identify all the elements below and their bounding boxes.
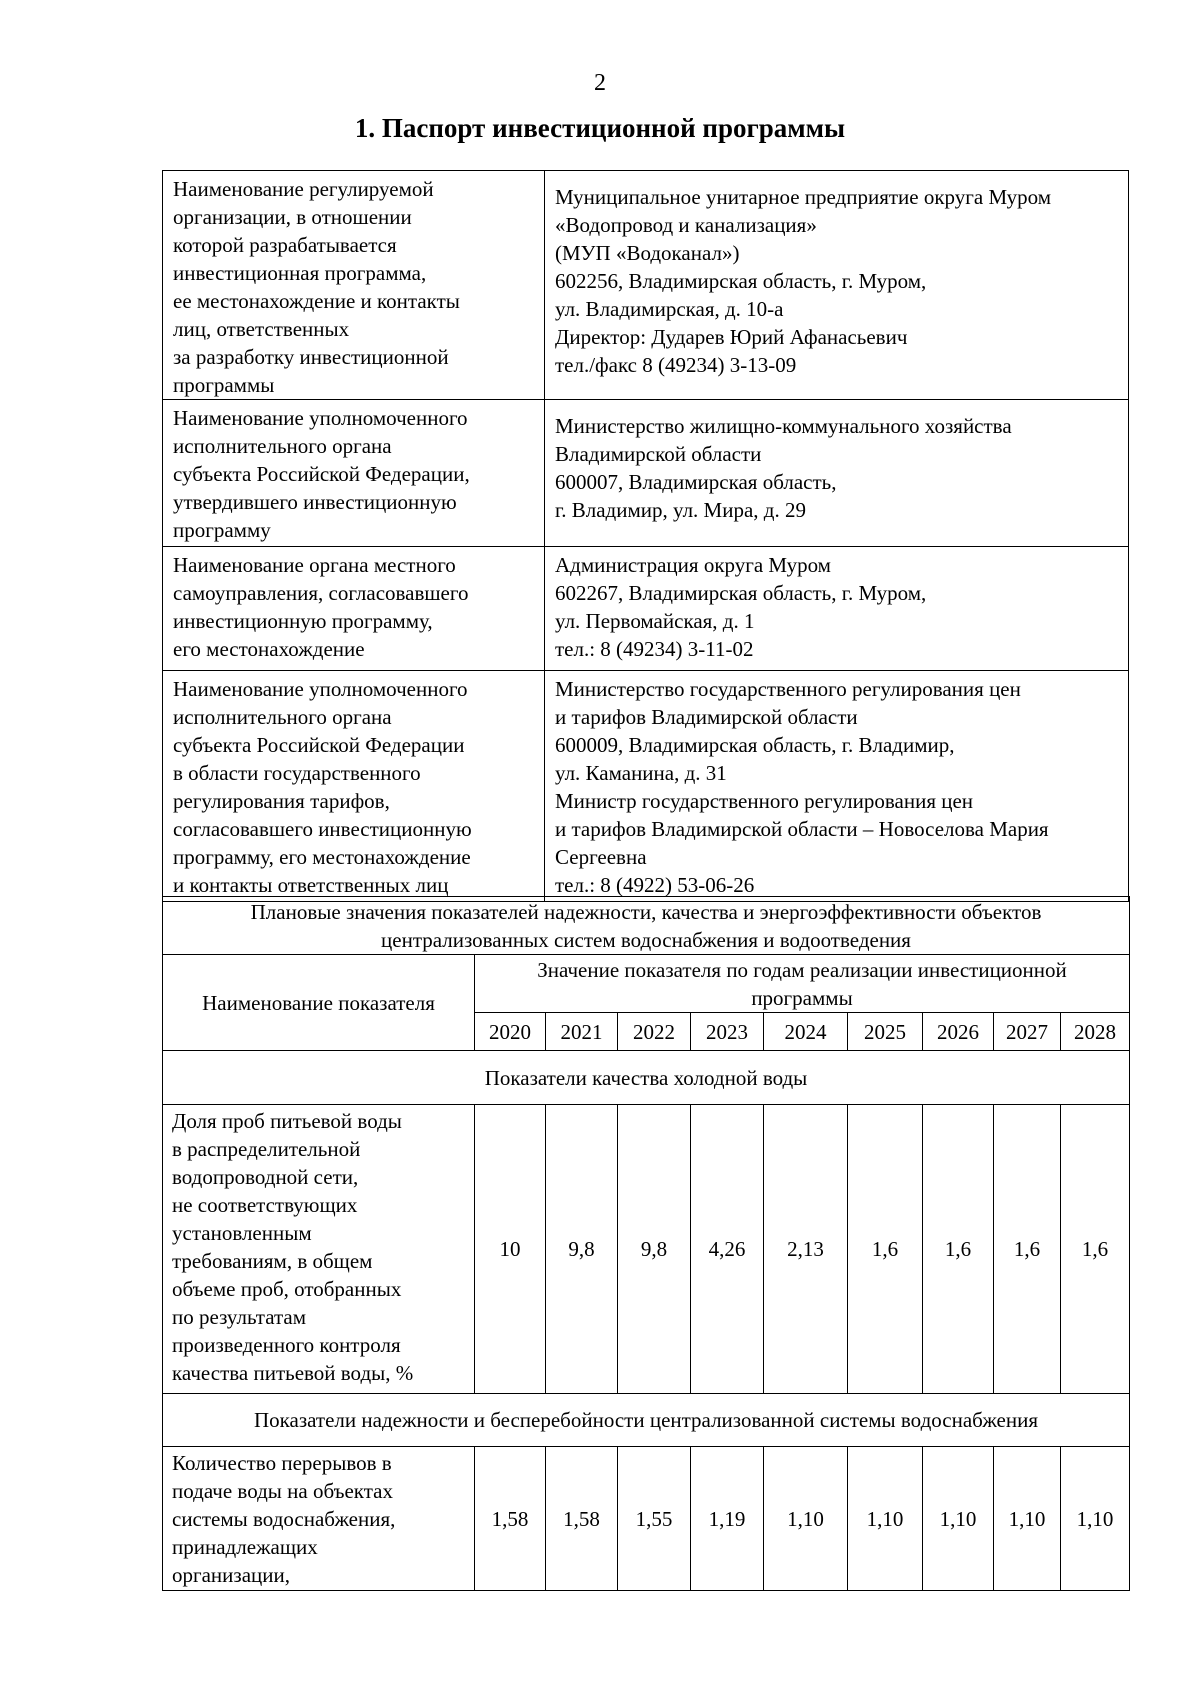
text-line: Директор: Дударев Юрий Афанасьевич [555,325,908,349]
indicator-name [163,1105,475,1394]
text-line: 602256, Владимирская область, г. Муром, [555,269,927,293]
text-line: за разработку инвестиционной [173,345,449,369]
section-row [163,1051,1130,1105]
text-line: объеме проб, отобранных [172,1277,402,1301]
text-line: принадлежащих [172,1535,318,1559]
text-line: системы водоснабжения, [172,1507,396,1531]
text-line: тел.: 8 (49234) 3-11-02 [555,637,754,661]
indicator-value: 1,10 [923,1447,994,1591]
text-line: ее местонахождение и контакты [173,289,460,313]
text-line: ул. Каманина, д. 31 [555,761,727,785]
indicator-value: 1,19 [691,1447,764,1591]
indicators-table [162,896,1130,1591]
text-line: установленным [172,1221,312,1245]
indicator-value: 1,58 [475,1447,546,1591]
indicator-value: 1,6 [1061,1105,1130,1394]
indicator-name [163,1447,475,1591]
indicator-value: 4,26 [691,1105,764,1394]
text-line: ул. Владимирская, д. 10-а [555,297,784,321]
passport-key [163,171,545,400]
indicator-row [163,1105,1130,1394]
text-line: ул. Первомайская, д. 1 [555,609,755,633]
text-line: лиц, ответственных [173,317,350,341]
text-line: инвестиционную программу, [173,609,433,633]
text-line: утвердившего инвестиционную [173,490,457,514]
text-line: Плановые значения показателей надежности, качества и энергоэффективности объектов [250,899,1042,924]
text-line: Владимирской области [555,442,762,466]
text-line: 600007, Владимирская область, [555,470,837,494]
text-line: организации, [172,1563,290,1587]
text-line: программы [173,373,275,397]
text-line: Значение показателя по годам реализации инвестиционной [537,957,1067,982]
indicator-value: 1,10 [1061,1447,1130,1591]
text-line: Министерство государственного регулирования цен [555,677,1021,701]
indicator-value: 2,13 [764,1105,848,1394]
text-line: Сергеевна [555,845,647,869]
text-line: качества питьевой воды, % [172,1361,414,1385]
section-row [163,1394,1130,1447]
text-line: водопроводной сети, [172,1165,359,1189]
section-title-reliability: Показатели надежности и бесперебойности централизованной системы водоснабжения [163,1394,1130,1447]
passport-table [162,170,1129,902]
indicators-heading [163,897,1130,955]
passport-key [163,400,545,547]
text-line: Наименование регулируемой [173,177,434,201]
text-line: исполнительного органа [173,705,392,729]
passport-row-approving-body [163,400,1129,547]
text-line: требованиям, в общем [172,1249,373,1273]
text-line: Доля проб питьевой воды [172,1109,402,1133]
passport-row-organization [163,171,1129,400]
section-title: 1. Паспорт инвестиционной программы [354,113,846,143]
text-line: субъекта Российской Федерации [173,733,465,757]
year-header: 2023 [691,1013,764,1051]
year-header: 2025 [848,1013,923,1051]
text-line: 600009, Владимирская область, г. Владимир, [555,733,955,757]
text-line: (МУП «Водоканал») [555,241,740,265]
passport-value [545,171,1129,400]
text-line: Министерство жилищно-коммунального хозяйства [555,414,1012,438]
text-line: по результатам [172,1305,307,1329]
year-header: 2021 [546,1013,618,1051]
indicator-value: 10 [475,1105,546,1394]
section-title-water-quality: Показатели качества холодной воды [163,1051,1130,1105]
text-line: субъекта Российской Федерации, [173,462,470,486]
text-line: и тарифов Владимирской области – Новоселова Мария [555,817,1049,841]
indicator-value: 1,6 [994,1105,1061,1394]
indicator-value: 1,58 [546,1447,618,1591]
text-line: регулирования тарифов, [173,789,390,813]
indicator-value: 1,10 [848,1447,923,1591]
text-line: Муниципальное унитарное предприятие округа Муром [555,185,1052,209]
year-header: 2020 [475,1013,546,1051]
indicators-heading-row [163,897,1130,955]
text-line: и тарифов Владимирской области [555,705,858,729]
text-line: тел.: 8 (4922) 53-06-26 [555,873,755,897]
text-line: которой разрабатывается [173,233,397,257]
values-header [475,955,1130,1013]
text-line: Наименование уполномоченного [173,406,468,430]
indicator-value: 9,8 [618,1105,691,1394]
text-line: Наименование уполномоченного [173,677,468,701]
passport-row-tariff-regulator [163,671,1129,902]
indicator-value: 9,8 [546,1105,618,1394]
text-line: организации, в отношении [173,205,412,229]
text-line: централизованных систем водоснабжения и водоотведения [381,927,911,952]
text-line: инвестиционная программа, [173,261,427,285]
text-line: и контакты ответственных лиц [173,873,449,897]
text-line: его местонахождение [173,637,365,661]
indicator-value: 1,6 [848,1105,923,1394]
text-line: подаче воды на объектах [172,1479,393,1503]
text-line: «Водопровод и канализация» [555,213,817,237]
text-line: в распределительной [172,1137,361,1161]
text-line: 602267, Владимирская область, г. Муром, [555,581,927,605]
page-number: 2 [594,70,606,96]
passport-row-local-government [163,547,1129,671]
text-line: программы [751,985,853,1010]
text-line: Министр государственного регулирования цен [555,789,974,813]
indicator-value: 1,55 [618,1447,691,1591]
text-line: программу, его местонахождение [173,845,471,869]
text-line: программу [173,518,271,542]
text-line: исполнительного органа [173,434,392,458]
indicator-row [163,1447,1130,1591]
year-header: 2022 [618,1013,691,1051]
year-header: 2027 [994,1013,1061,1051]
indicator-value: 1,10 [764,1447,848,1591]
passport-key [163,547,545,671]
passport-value [545,671,1129,902]
text-line: Количество перерывов в [172,1451,392,1475]
passport-key [163,671,545,902]
text-line: согласовавшего инвестиционную [173,817,472,841]
indicator-name-header: Наименование показателя [163,955,475,1051]
text-line: произведенного контроля [172,1333,401,1357]
text-line: самоуправления, согласовавшего [173,581,469,605]
text-line: Администрация округа Муром [555,553,831,577]
text-line: не соответствующих [172,1193,358,1217]
year-header: 2024 [764,1013,848,1051]
header-row [163,955,1130,1013]
text-line: Наименование органа местного [173,553,456,577]
indicator-value: 1,10 [994,1447,1061,1591]
text-line: г. Владимир, ул. Мира, д. 29 [555,498,806,522]
text-line: тел./факс 8 (49234) 3-13-09 [555,353,797,377]
indicator-value: 1,6 [923,1105,994,1394]
year-header: 2028 [1061,1013,1130,1051]
text-line: в области государственного [173,761,421,785]
passport-value [545,547,1129,671]
passport-value [545,400,1129,547]
year-header: 2026 [923,1013,994,1051]
